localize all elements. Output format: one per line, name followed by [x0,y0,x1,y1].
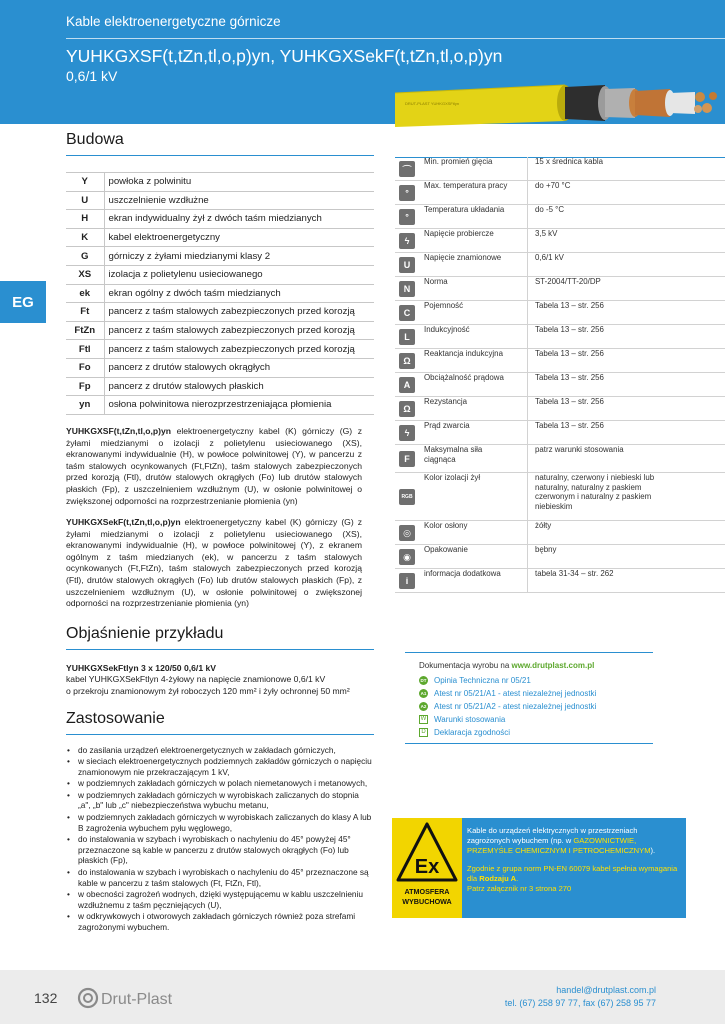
parameter-value: do +70 °C [535,181,571,190]
construction-row [66,358,374,377]
parameter-divider [527,397,528,421]
ex-text-2-a: Zgodnie z grupa norm PN-EN 60079 kabel spełnia wymagania dla [467,864,678,884]
construction-row [66,321,374,340]
parameter-row [395,277,725,301]
construction-row [66,173,374,192]
parameter-value: patrz warunki stosowania [535,445,624,454]
parameter-row [395,521,725,545]
construction-row [66,284,374,303]
parameter-divider [527,205,528,229]
application-item: • w odkrywkowych i otworowych zakładach górniczych również poza strefami zagrożonymi wybuchem. [66,911,372,933]
construction-description: pancerz z drutów stalowych płaskich [104,377,374,396]
svg-text:DRUT-PLAST YUHKGXSFtlyn: DRUT-PLAST YUHKGXSFtlyn [405,101,460,106]
parameter-label: Temperatura układania [424,205,505,214]
construction-row [66,247,374,266]
parameter-label: Obciążalność prądowa [424,373,504,382]
construction-row [66,340,374,359]
document-badge-icon: A2 [420,703,427,709]
application-item: • w podziemnych zakładach górniczych w wyrobiskach zaliczanych do stopnia „a", „b" lub „c" niebezpieczeństwa wybuchu metanu, [66,790,372,812]
construction-description: pancerz z taśm stalowych zabezpieczonych przed korozją [104,340,374,359]
budowa-rule [66,155,374,156]
ex-symbol-panel [392,818,462,918]
parameter-divider [527,325,528,349]
documentation-link[interactable] [419,688,596,698]
example-title: YUHKGXSekFtlyn 3 x 120/50 0,6/1 kV [66,663,216,673]
parameter-value: ST-2004/TT-20/DP [535,277,601,286]
construction-row [66,303,374,322]
parameter-label: Kolor izolacji żył [424,473,481,482]
parameter-divider [527,157,528,181]
sheath-color-icon: ◎ [399,525,415,541]
construction-code: Y [66,173,104,192]
parameter-divider [527,521,528,545]
application-heading: Zastosowanie [66,710,165,727]
parameter-label: Maksymalna siła ciągnąca [424,445,483,464]
parameter-divider [527,181,528,205]
documentation-link-text: Atest nr 05/21/A1 - atest niezależnej jednostki [434,688,597,698]
description-paragraph-2 [66,517,362,610]
parameter-row [395,445,725,473]
documentation-link-text: Opinia Techniczna nr 05/21 [434,675,531,685]
tensile-force-icon: F [399,451,415,467]
documentation-link[interactable] [419,701,596,711]
parameter-divider [527,373,528,397]
construction-description: pancerz z drutów stalowych okrągłych [104,358,374,377]
parameter-label: Min. promień gięcia [424,157,493,166]
documentation-link[interactable] [419,714,505,724]
documentation-title-text: Dokumentacja wyrobu na [419,661,510,670]
parameter-row [395,545,725,569]
parameter-value: Tabela 13 – str. 256 [535,301,604,310]
ex-text-1-end: ). [650,845,656,855]
documentation-link[interactable] [419,727,510,737]
documentation-url[interactable]: www.drutplast.com.pl [511,661,595,670]
description-1-text: elektroenergetyczny kabel (K) górniczy (G) z żyłami miedzianymi o izolacji z polietylenu usieciowanego (XS), ekranowanymi indywidualnie (H), w powłoce polwinitowej (Y), w pancerzu z taśm stalowych ocynkowanych (Ft,FtZn), taśm stalowych zabezpieczonych przed korozją (Ftl), drutów stalowych okrągłych (Fo) lub drutów stalowych płaskich (Fp), z uszczelnieniem wzdłużnym (U), w osłonie polwinitowej o zwiększonej odporności na rozprzestrzenianie płomienia (yn) [66,426,362,506]
parameter-row [395,349,725,373]
reactance-icon: Ω [399,353,415,369]
construction-code: Ft [66,303,104,322]
page-number: 132 [34,990,58,1006]
parameter-row [395,473,725,521]
parameter-row [395,421,725,445]
document-badge-icon: D [419,728,428,737]
parameter-label: Pojemność [424,301,464,310]
parameter-value: tabela 31-34 – str. 262 [535,569,614,578]
document-badge-icon: DT [420,677,427,683]
cable-illustration [395,75,725,131]
description-2-text: elektroenergetyczny kabel (K) górniczy (G) z żyłami miedzianymi o izolacji z polietylenu usieciowanego (XS), ekranowanymi indywidualnie (H), w powłoce polwinitowej (Y), z ekranem ogólnym z taśm miedzianych (ek), w pancerzu z taśm stalowych ocynkowanych (Ft,FtZn), taśm stalowych zabezpieczonych przed korozją (Ftl), drutów stalowych okrągłych (Fo) lub drutów stalowych płaskich (Fp), z uszczelnieniem wzdłużnym (U), w osłonie polwinitowej o zwiększonej odporności na rozprzestrzenianie płomienia (yn) [66,517,362,609]
parameter-divider [527,445,528,473]
parameter-label: Napięcie znamionowe [424,253,502,262]
construction-code: XS [66,265,104,284]
contact-info [505,984,656,1010]
parameter-value: naturalny, czerwony i niebieski lub naturalny, naturalny z paskiem czerwonym i naturalny z paskiem niebieskim [535,473,655,511]
example-heading: Objaśnienie przykładu [66,625,224,642]
parameter-value: Tabela 13 – str. 256 [535,325,604,334]
construction-code: Ftl [66,340,104,359]
parameter-divider [527,569,528,593]
parameter-label: Kolor osłony [424,521,468,530]
parameter-value: 15 x średnica kabla [535,157,603,166]
parameter-row [395,229,725,253]
parameter-value: bębny [535,545,557,554]
construction-code: FtZn [66,321,104,340]
construction-row [66,377,374,396]
parameter-label: Rezystancja [424,397,467,406]
parameter-divider [527,473,528,521]
parameter-value: 0,6/1 kV [535,253,564,262]
parameter-label: Reaktancja indukcyjna [424,349,503,358]
construction-code: ek [66,284,104,303]
ex-text-2-bold: Rodzaju A [479,874,517,884]
application-item: • do instalowania w szybach i wyrobiskach o nachyleniu do 45° powyżej 45° przeznaczone są kable w pancerzu z drutów stalowych okrągłych (Fo) lub płaskich (Fp), [66,834,372,866]
short-circuit-icon: ϟ [399,425,415,441]
parameter-value: Tabela 13 – str. 256 [535,421,604,430]
construction-description: pancerz z taśm stalowych zabezpieczonych przed korozją [104,303,374,322]
ex-caption-2: WYBUCHOWA [402,897,452,906]
ex-text-2-end: . [516,874,519,884]
parameter-divider [527,229,528,253]
application-item: • w podziemnych zakładach górniczych w polach niemetanowych i metanowych, [66,778,372,789]
construction-row [66,228,374,247]
construction-description: osłona polwinitowa nierozprzestrzeniająca płomienia [104,396,374,415]
parameter-divider [527,277,528,301]
parameter-divider [527,349,528,373]
ex-warning-icon [392,818,462,918]
parameter-value: Tabela 13 – str. 256 [535,349,604,358]
current-load-icon: A [399,377,415,393]
parameter-label: Opakowanie [424,545,468,554]
ex-text-2 [467,864,679,884]
construction-description: ekran ogólny z dwóch taśm miedzianych [104,284,374,303]
parameter-row [395,157,725,181]
capacitance-icon: C [399,305,415,321]
inductance-icon: L [399,329,415,345]
page-footer [0,970,725,1024]
bend-radius-icon: ⌒ [399,161,415,177]
budowa-heading: Budowa [66,131,124,148]
construction-row [66,396,374,415]
parameter-label: Napięcie probiercze [424,229,494,238]
rated-voltage-icon: U [399,257,415,273]
parameter-value: 3,5 kV [535,229,558,238]
application-item: • w podziemnych zakładach górniczych w wyrobiskach zaliczanych do klasy A lub B zagrożenia wybuchem pyłu węglowego, [66,812,372,834]
standard-icon: N [399,281,415,297]
parameter-row [395,205,725,229]
construction-code: K [66,228,104,247]
construction-row [66,265,374,284]
construction-description: pancerz z taśm stalowych zabezpieczonych przed korozją [104,321,374,340]
parameter-divider [527,301,528,325]
construction-description: kabel elektroenergetyczny [104,228,374,247]
construction-table [66,172,374,415]
construction-code: Fo [66,358,104,377]
parameter-row [395,181,725,205]
document-badge-icon: W [420,716,427,722]
drut-plast-logo [77,986,187,1010]
documentation-link[interactable] [419,675,531,685]
parameter-divider [527,545,528,569]
laying-temperature-icon: ° [399,209,415,225]
contact-email[interactable]: handel@drutplast.com.pl [556,985,656,995]
contact-phone: tel. (67) 258 97 77, fax (67) 258 95 77 [504,998,656,1008]
description-paragraph-1 [66,426,362,507]
example-rule [66,649,374,650]
example-block [66,663,366,697]
core-colors-icon: RGB [399,489,415,505]
header-divider [66,38,725,39]
construction-row [66,210,374,229]
application-list [66,745,372,933]
parameter-divider [527,421,528,445]
parameter-row [395,301,725,325]
application-item: • do instalowania w szybach i wyrobiskach o nachyleniu do 45° przeznaczone są kable w pancerzu z taśm stalowych (Ft, FtZn, Ftl), [66,867,372,889]
ex-text [467,826,679,894]
page-title: YUHKGXSF(t,tZn,tl,o,p)yn, YUHKGXSekF(t,tZn,tl,o,p)yn [66,46,503,66]
voltage-label: 0,6/1 kV [66,68,118,84]
construction-description: uszczelnienie wzdłużne [104,191,374,210]
parameter-row [395,569,725,593]
parameter-value: Tabela 13 – str. 256 [535,373,604,382]
parameter-row [395,397,725,421]
construction-description: górniczy z żyłami miedzianymi klasy 2 [104,247,374,266]
application-item: • do zasilania urządzeń elektroenergetycznych w zakładach górniczych, [66,745,372,756]
construction-code: U [66,191,104,210]
ex-text-3: Patrz załącznik nr 3 strona 270 [467,883,572,893]
logo-text: Drut-Plast [101,991,173,1008]
documentation-link-text: Deklaracja zgodności [434,727,511,737]
documentation-link-text: Warunki stosowania [434,714,506,724]
description-2-title: YUHKGXSekF(t,tZn,tl,o,p)yn [66,517,181,527]
resistance-icon: Ω [399,401,415,417]
construction-code: yn [66,396,104,415]
application-item: • w obecności zagrożeń wodnych, dzięki występującemu w kablu uszczelnieniu wzdłużnemu z taśm pęczniejących (U), [66,889,372,911]
parameter-divider [527,253,528,277]
packaging-icon: ◉ [399,549,415,565]
example-line-2: o przekroju znamionowym żył roboczych 120 mm² i żyły ochronnej 50 mm² [66,685,350,696]
parameter-row [395,253,725,277]
test-voltage-icon: ϟ [399,233,415,249]
documentation-title [419,661,594,670]
section-tab: EG [0,281,46,323]
parameter-value: żółty [535,521,552,530]
parameter-value: do -5 °C [535,205,565,214]
ex-text-1-a: Kable do urządzeń elektrycznych w przestrzeniach zagrożonych wybuchem (np. w [467,826,638,845]
max-temperature-icon: ° [399,185,415,201]
info-icon: i [399,573,415,589]
ex-text-1 [467,826,679,855]
parameter-label: Norma [424,277,448,286]
ex-symbol-text: Ex [414,856,440,878]
construction-description: izolacja z polietylenu usieciowanego [104,265,374,284]
construction-description: ekran indywidualny żył z dwóch taśm miedzianych [104,210,374,229]
construction-row [66,191,374,210]
ex-warning-box [392,818,686,918]
construction-code: G [66,247,104,266]
example-line-1: kabel YUHKGXSekFtlyn 4-żyłowy na napięcie znamionowe 0,6/1 kV [66,674,326,685]
construction-code: H [66,210,104,229]
parameter-value: Tabela 13 – str. 256 [535,397,604,406]
parameter-label: informacja dodatkowa [424,569,501,578]
parameter-row [395,325,725,349]
ex-text-1-highlight: GAZOWNICTWIE, PRZEMYŚLE CHEMICZNYM I PETROCHEMICZNYM [467,835,651,855]
parameter-label: Max. temperatura pracy [424,181,508,190]
construction-code: Fp [66,377,104,396]
category-label: Kable elektroenergetyczne górnicze [66,14,281,29]
parameter-row [395,373,725,397]
documentation-link-text: Atest nr 05/21/A2 - atest niezależnej jednostki [434,701,597,711]
application-item: • w sieciach elektroenergetycznych podziemnych zakładów górniczych o napięciu znamionowym nie przekraczającym 1 kV, [66,756,372,778]
document-badge-icon: A1 [420,690,427,696]
ex-caption-1: ATMOSFERA [404,887,450,896]
parameter-label: Indukcyjność [424,325,470,334]
parameter-label: Prąd zwarcia [424,421,470,430]
documentation-box [405,652,653,744]
application-rule [66,734,374,735]
construction-description: powłoka z polwinitu [104,173,374,192]
description-1-title: YUHKGXSF(t,tZn,tl,o,p)yn [66,426,172,436]
